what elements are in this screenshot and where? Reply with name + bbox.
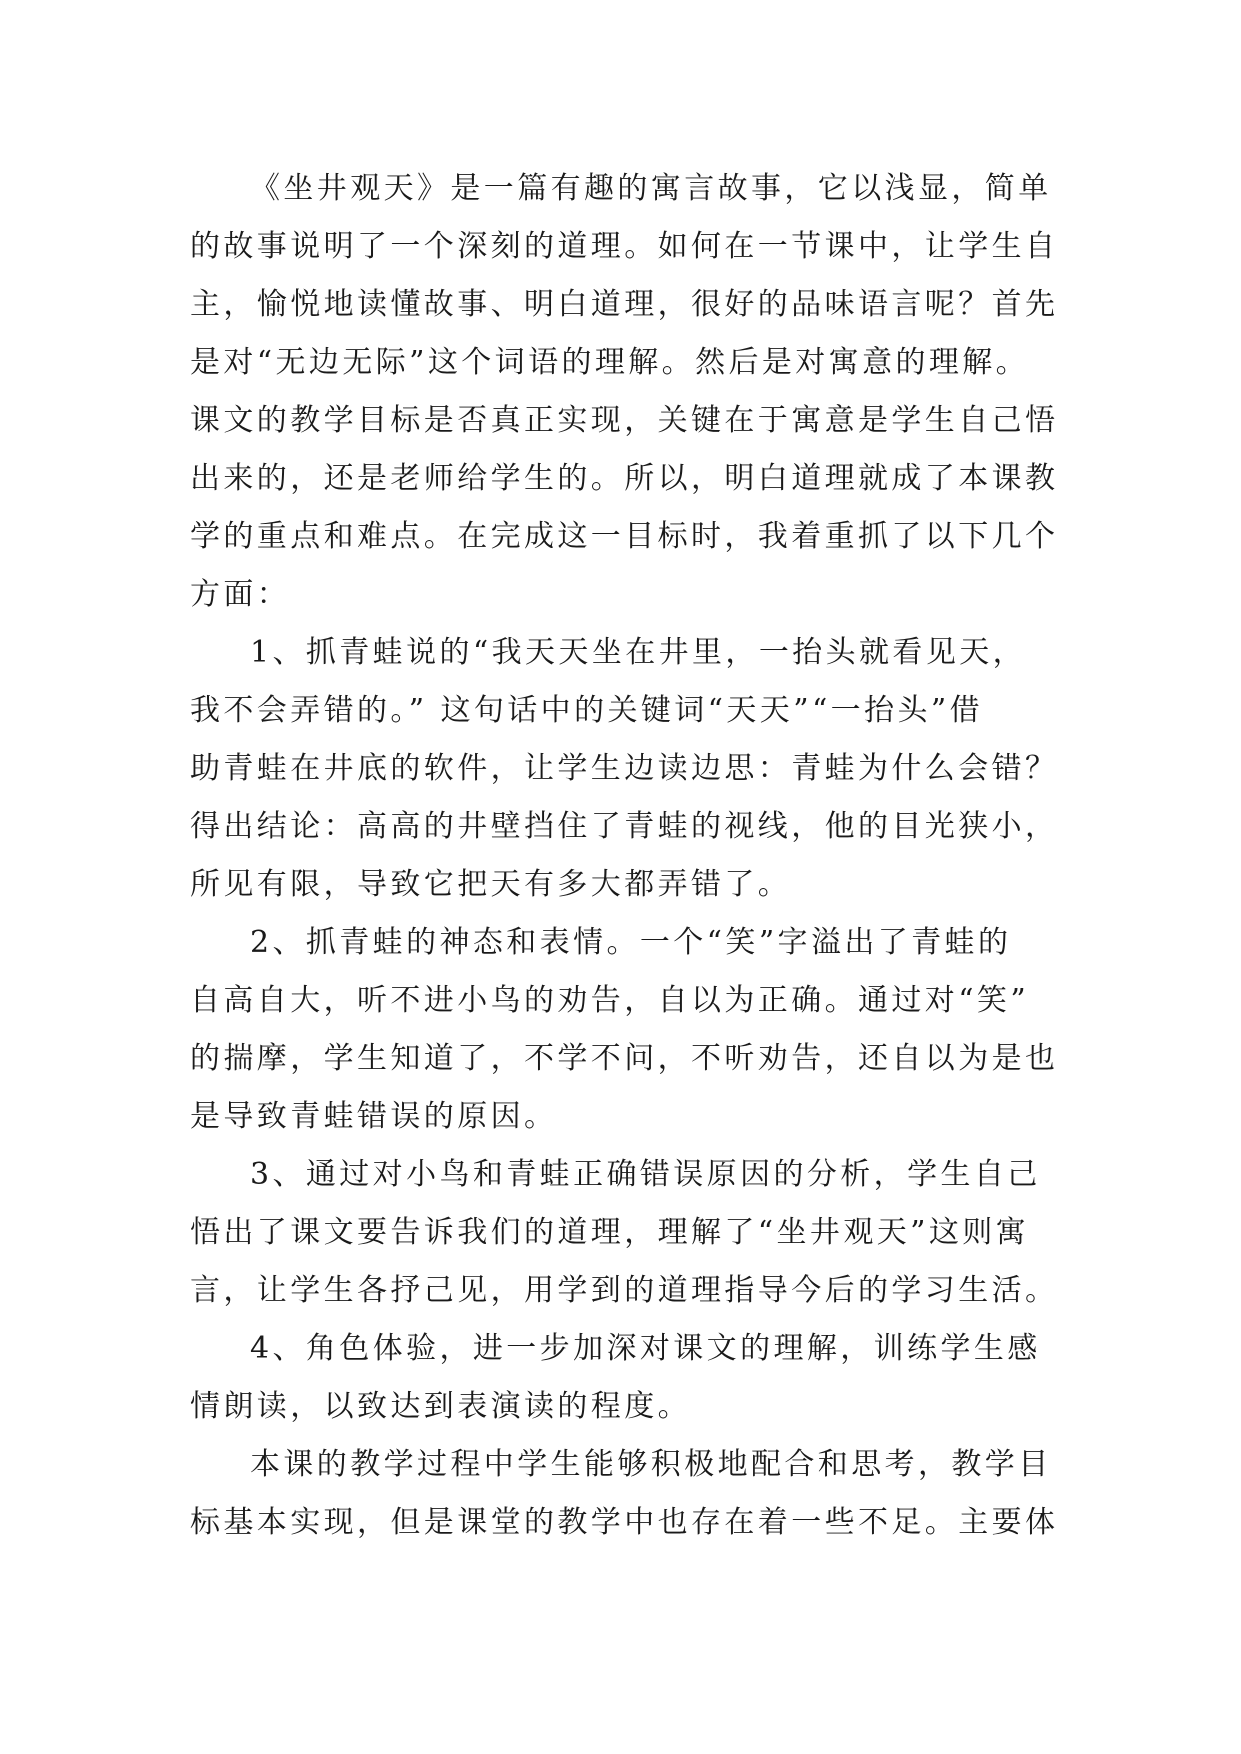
text-line: 出来的，还是老师给学生的。所以，明白道理就成了本课教	[190, 461, 1059, 496]
text-line: 课文的教学目标是否真正实现，关键在于寓意是学生自己悟	[190, 403, 1059, 438]
text-line: 学的重点和难点。在完成这一目标时，我着重抓了以下几个	[190, 519, 1059, 554]
text-line: 1、抓青蛙说的“我天天坐在井里，一抬头就看见天，	[250, 635, 1027, 670]
text-line: 悟出了课文要告诉我们的道理，理解了“坐井观天”这则寓	[190, 1215, 1030, 1250]
text-line: 本课的教学过程中学生能够积极地配合和思考，教学目	[250, 1447, 1052, 1482]
text-line: 的揣摩，学生知道了，不学不问，不听劝告，还自以为是也	[190, 1041, 1059, 1076]
paragraph-point-1	[190, 624, 1059, 914]
text-line: 情朗读，以致达到表演读的程度。	[190, 1389, 691, 1424]
text-line: 主，愉悦地读懂故事、明白道理，很好的品味语言呢？首先	[190, 287, 1059, 322]
text-line: 是导致青蛙错误的原因。	[190, 1099, 558, 1134]
text-line: 3、通过对小鸟和青蛙正确错误原因的分析，学生自己	[250, 1157, 1041, 1192]
text-line: 助青蛙在井底的软件，让学生边读边思：青蛙为什么会错？	[190, 751, 1059, 786]
paragraph-point-3	[190, 1146, 1059, 1320]
text-line: 4、角色体验，进一步加深对课文的理解，训练学生感	[250, 1331, 1041, 1366]
text-line: 我不会弄错的。” 这句话中的关键词“天天”“一抬头”借	[190, 693, 984, 728]
paragraph-point-4	[190, 1320, 1050, 1436]
text-line: 得出结论：高高的井壁挡住了青蛙的视线，他的目光狭小，	[190, 809, 1059, 844]
text-line: 《坐井观天》是一篇有趣的寓言故事，它以浅显，简单	[250, 171, 1052, 206]
body-text	[190, 160, 1059, 1552]
text-line: 方面：	[190, 577, 291, 612]
text-line: 所见有限，导致它把天有多大都弄错了。	[190, 867, 792, 902]
text-line: 言，让学生各抒己见，用学到的道理指导今后的学习生活。	[190, 1273, 1059, 1308]
paragraph-reflection	[190, 1436, 1059, 1552]
text-line: 是对“无边无际”这个词语的理解。然后是对寓意的理解。	[190, 345, 1030, 380]
paragraph-point-2	[190, 914, 1059, 1146]
text-line: 的故事说明了一个深刻的道理。如何在一节课中，让学生自	[190, 229, 1059, 264]
text-line: 标基本实现，但是课堂的教学中也存在着一些不足。主要体	[190, 1505, 1059, 1540]
paragraph-intro	[190, 160, 1059, 624]
text-line: 自高自大，听不进小鸟的劝告，自以为正确。通过对“笑”	[190, 983, 1030, 1018]
text-line: 2、抓青蛙的神态和表情。一个“笑”字溢出了青蛙的	[250, 925, 1012, 960]
